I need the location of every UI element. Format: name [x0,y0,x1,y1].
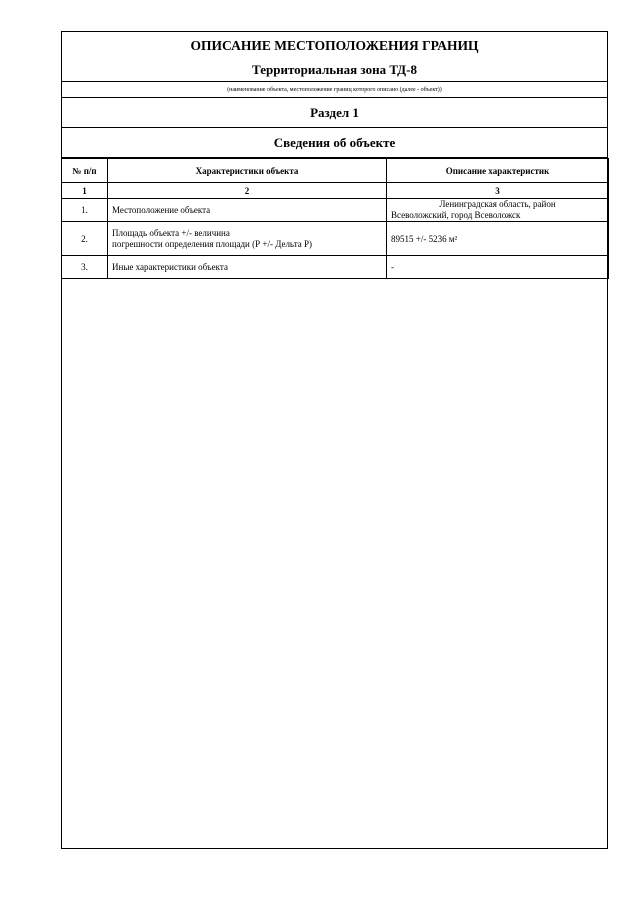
section-subtitle: Сведения об объекте [62,128,607,158]
column-number: 1 [62,183,108,199]
row-number: 3. [62,256,108,279]
document-header [62,32,607,82]
row-description: 89515 +/- 5236 м² [387,222,609,256]
row-number: 1. [62,199,108,222]
column-number-row [62,183,609,199]
row-characteristic-line: Площадь объекта +/- величина [112,227,230,238]
column-header-number: № п/п [62,159,108,183]
document-title: ОПИСАНИЕ МЕСТОПОЛОЖЕНИЯ ГРАНИЦ [190,37,479,53]
row-description: - [387,256,609,279]
section-title: Раздел 1 [62,98,607,128]
column-header-description: Описание характеристик [387,159,609,183]
row-description-line: Ленинградская область, район [439,199,556,209]
row-characteristic: Иные характеристики объекта [108,256,387,279]
row-characteristic: Местоположение объекта [108,199,387,222]
table-header-row [62,159,609,183]
row-description [387,199,609,222]
table-row [62,199,609,222]
column-header-characteristic: Характеристики объекта [108,159,387,183]
row-description-line: Всеволожский, город Всеволожск [391,210,521,220]
document-subtitle: Территориальная зона ТД-8 [252,61,417,77]
column-number: 3 [387,183,609,199]
document-frame [61,31,608,849]
column-number: 2 [108,183,387,199]
row-number: 2. [62,222,108,256]
row-characteristic-line: погрешности определения площади (Р +/- Дельта Р) [112,238,312,249]
object-caption: (наименование объекта, местоположение границ которого описано (далее - объект)) [62,82,607,98]
object-info-table [61,158,609,279]
table-row [62,256,609,279]
table-row [62,222,609,256]
row-characteristic [108,222,387,256]
